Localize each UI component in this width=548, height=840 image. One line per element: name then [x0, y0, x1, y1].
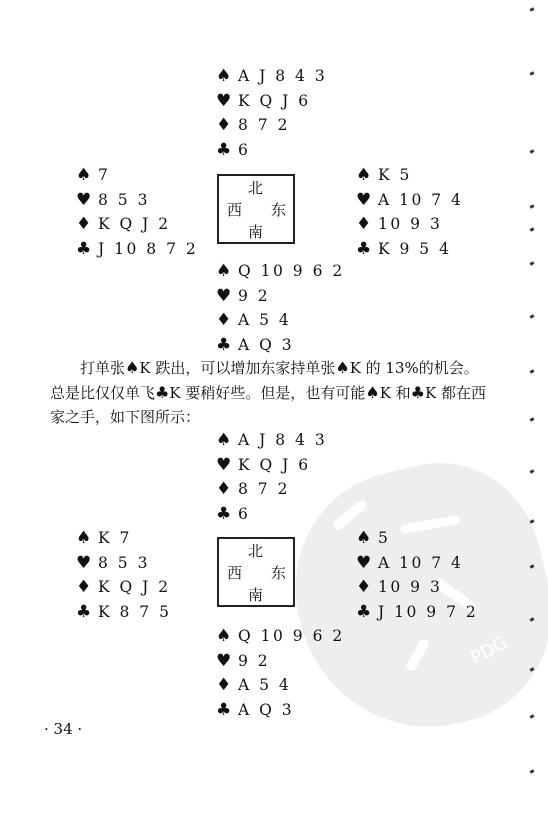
south-spades: ♠ Q 10 9 6 2 [216, 259, 345, 284]
south-spades: ♠ Q 10 9 6 2 [216, 624, 345, 649]
north-diamonds: ♦ 8 7 2 [216, 113, 327, 138]
deal2-north-hand [216, 428, 327, 526]
compass-north: 北 [248, 542, 264, 560]
diamond-icon: ♦ [216, 479, 232, 499]
spade-icon: ♠ [356, 528, 372, 548]
diamond-icon: ♦ [356, 214, 372, 234]
club-icon: ♣ [410, 382, 426, 402]
deal2-west-hand [76, 526, 171, 624]
west-clubs: ♣ K 8 7 5 [76, 600, 171, 625]
diamond-icon: ♦ [356, 577, 372, 597]
scan-mark [530, 469, 535, 474]
south-hearts: ♥ 9 2 [216, 284, 345, 309]
heart-icon: ♥ [216, 650, 232, 671]
deal2-south-hand [216, 624, 345, 722]
scan-mark [530, 769, 535, 774]
scan-mark [530, 204, 535, 209]
spade-icon: ♠ [125, 358, 140, 377]
compass-east: 东 [271, 201, 287, 219]
scan-mark [530, 617, 535, 622]
west-diamonds: ♦ K Q J 2 [76, 575, 171, 600]
spade-icon: ♠ [335, 358, 350, 377]
west-hearts: ♥ 8 5 3 [76, 188, 198, 213]
deal1-compass-box [217, 174, 295, 244]
diamond-icon: ♦ [216, 115, 232, 135]
club-icon: ♣ [216, 699, 232, 720]
north-spades: ♠ A J 8 4 3 [216, 428, 327, 453]
east-hearts: ♥ A 10 7 4 [356, 551, 478, 576]
scan-mark [530, 417, 535, 422]
scan-mark [530, 519, 535, 524]
south-clubs: ♣ A Q 3 [216, 698, 345, 723]
club-icon: ♣ [216, 503, 232, 524]
diamond-icon: ♦ [216, 310, 232, 330]
west-clubs: ♣ J 10 8 7 2 [76, 237, 198, 262]
compass-west: 西 [227, 564, 243, 582]
deal2-east-hand [356, 526, 478, 624]
north-hearts: ♥ K Q J 6 [216, 89, 327, 114]
north-clubs: ♣ 6 [216, 138, 327, 163]
spade-icon: ♠ [76, 528, 92, 548]
heart-icon: ♥ [356, 552, 372, 573]
deal1-north-hand [216, 64, 327, 162]
scan-margin-marks [528, 0, 548, 840]
deal1-east-hand [356, 163, 463, 261]
south-diamonds: ♦ A 5 4 [216, 308, 345, 333]
heart-icon: ♥ [216, 454, 232, 475]
scan-mark [530, 667, 535, 672]
deal1-south-hand [216, 259, 345, 357]
north-diamonds: ♦ 8 7 2 [216, 477, 327, 502]
east-diamonds: ♦ 10 9 3 [356, 212, 463, 237]
west-diamonds: ♦ K Q J 2 [76, 212, 198, 237]
scan-mark [530, 149, 535, 154]
north-clubs: ♣ 6 [216, 502, 327, 527]
scan-mark [530, 71, 535, 76]
club-icon: ♣ [76, 238, 92, 259]
spade-icon: ♠ [216, 261, 232, 281]
scan-mark [530, 369, 535, 374]
east-spades: ♠ 5 [356, 526, 478, 551]
scan-mark [530, 7, 535, 12]
club-icon: ♣ [216, 334, 232, 355]
south-hearts: ♥ 9 2 [216, 649, 345, 674]
west-spades: ♠ K 7 [76, 526, 171, 551]
heart-icon: ♥ [76, 552, 92, 573]
scan-mark [530, 261, 535, 266]
spade-icon: ♠ [76, 165, 92, 185]
diamond-icon: ♦ [76, 214, 92, 234]
watermark-pdg-text: PDG [467, 632, 512, 669]
east-spades: ♠ K 5 [356, 163, 463, 188]
deal1-west-hand [76, 163, 198, 261]
compass-west: 西 [227, 201, 243, 219]
west-spades: ♠ 7 [76, 163, 198, 188]
deal2-compass-box [217, 537, 295, 607]
diamond-icon: ♦ [216, 675, 232, 695]
club-icon: ♣ [155, 382, 170, 402]
compass-south: 南 [248, 223, 264, 241]
spade-icon: ♠ [216, 626, 232, 646]
scan-mark [530, 314, 535, 319]
page-number: · 34 · [44, 720, 83, 738]
club-icon: ♣ [356, 601, 372, 622]
south-diamonds: ♦ A 5 4 [216, 673, 345, 698]
body-paragraph: 打单张♠K 跌出，可以增加东家持单张♠K 的 13%的机会。总是比仅仅单飞♣K 要稍好些。但是，也有可能♠K 和♣K 都在西家之手，如下图所示： [50, 358, 486, 426]
west-hearts: ♥ 8 5 3 [76, 551, 171, 576]
heart-icon: ♥ [356, 189, 372, 210]
compass-north: 北 [248, 179, 264, 197]
scan-mark [530, 227, 535, 232]
north-spades: ♠ A J 8 4 3 [216, 64, 327, 89]
east-clubs: ♣ K 9 5 4 [356, 237, 463, 262]
spade-icon: ♠ [216, 430, 232, 450]
spade-icon: ♠ [216, 66, 232, 86]
diamond-icon: ♦ [76, 577, 92, 597]
east-hearts: ♥ A 10 7 4 [356, 188, 463, 213]
compass-east: 东 [271, 564, 287, 582]
spade-icon: ♠ [356, 165, 372, 185]
south-clubs: ♣ A Q 3 [216, 333, 345, 358]
heart-icon: ♥ [216, 90, 232, 111]
scan-mark [530, 564, 535, 569]
east-clubs: ♣ J 10 9 7 2 [356, 600, 478, 625]
heart-icon: ♥ [76, 189, 92, 210]
compass-south: 南 [248, 586, 264, 604]
scan-mark [530, 714, 535, 719]
heart-icon: ♥ [216, 285, 232, 306]
club-icon: ♣ [356, 238, 372, 259]
east-diamonds: ♦ 10 9 3 [356, 575, 478, 600]
north-hearts: ♥ K Q J 6 [216, 453, 327, 478]
club-icon: ♣ [76, 601, 92, 622]
club-icon: ♣ [216, 139, 232, 160]
spade-icon: ♠ [365, 382, 380, 402]
